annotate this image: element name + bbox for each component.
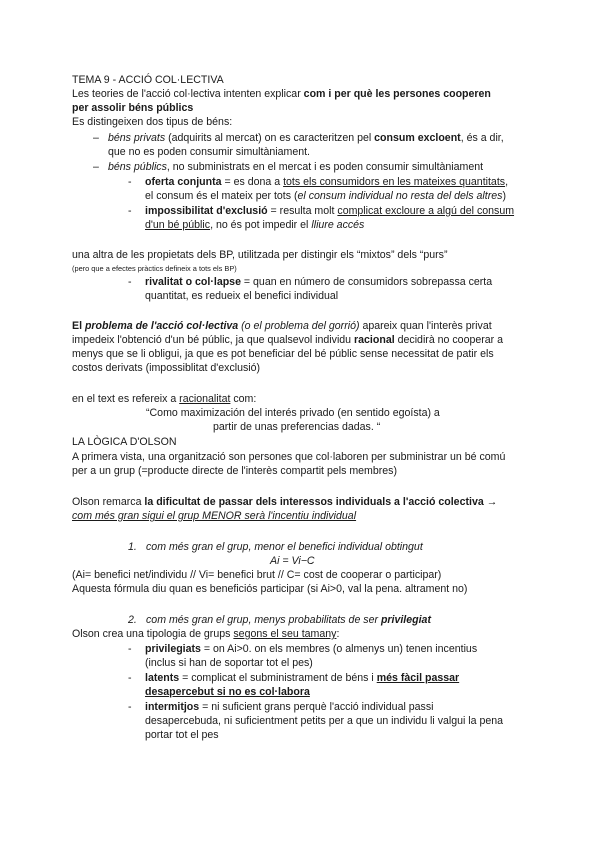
olson-remarca-line-1: Olson remarca la dificultat de passar dels interessos individuals a l'acció colectiva → bbox=[72, 496, 498, 508]
privilegiats-line-2: (inclus si han de soportar tot el pes) bbox=[145, 657, 313, 669]
point-1-number: 1. bbox=[128, 541, 137, 553]
intro-line-1: Les teories de l'acció col·lectiva intenten explicar com i per què les persones cooperen bbox=[72, 88, 491, 100]
intermitjos-line-1: intermitjos = ni suficient grans perquè l'acció individual passi bbox=[145, 701, 434, 713]
problema-line-3: menys que se li obligui, ja que es pot beneficiar del bé públic sense necessitat de patir els bbox=[72, 348, 494, 360]
bullet-dash: - bbox=[128, 701, 132, 713]
intro-line-3: Es distingeixen dos tipus de béns: bbox=[72, 116, 233, 128]
bullet-dash: - bbox=[128, 205, 132, 217]
point-2-number: 2. bbox=[128, 614, 137, 626]
racionalitat-quote-2: partir de unas preferencias dadas. “ bbox=[213, 421, 381, 433]
formula: Ai = Vi−C bbox=[270, 555, 315, 567]
page-title: TEMA 9 - ACCIÓ COL·LECTIVA bbox=[72, 74, 224, 86]
racionalitat-line: en el text es refereix a racionalitat com: bbox=[72, 393, 257, 405]
bullet-dash: - bbox=[128, 672, 132, 684]
altra-propietat-line: una altra de les propietats dels BP, utilitzada per distingir els “mixtos” dels “purs” bbox=[72, 249, 448, 261]
problema-line-1: El problema de l'acció col·lectiva (o el problema del gorrió) apareix quan l'interès privat bbox=[72, 320, 492, 332]
privilegiats-line-1: privilegiats = on Ai>0. on els membres (o almenys un) tenen incentius bbox=[145, 643, 478, 655]
olson-remarca-line-2: com més gran sigui el grup MENOR serà l'incentiu individual bbox=[72, 510, 357, 522]
bullet-dash: - bbox=[128, 176, 132, 188]
bens-privats-line-2: que no es poden consumir simultàniament. bbox=[108, 146, 310, 158]
intro-line-2: per assolir béns públics bbox=[72, 102, 194, 114]
formula-explanation: Aquesta fórmula diu quan es beneficiós participar (si Ai>0, val la pena. altrament no) bbox=[72, 583, 468, 595]
oferta-conjunta-line-2: el consum és el mateix per tots (el consum individual no resta del dels altres) bbox=[145, 190, 506, 202]
point-1-text: com més gran el grup, menor el benefici individual obtingut bbox=[146, 541, 423, 553]
olson-line-2: per a un grup (=producte directe de l'interès compartit pels membres) bbox=[72, 465, 397, 477]
intermitjos-line-3: portar tot el pes bbox=[145, 729, 219, 741]
altra-propietat-note: (pero que a efectes pràctics defineix a tots els BP) bbox=[72, 264, 237, 273]
impossibilitat-line-2: d'un bé públic, no és pot impedir el lliure accés bbox=[145, 219, 365, 231]
bullet-dash: – bbox=[93, 132, 99, 144]
bens-publics-line: béns públics, no subministrats en el mercat i es poden consumir simultàniament bbox=[108, 161, 484, 173]
intermitjos-line-2: desapercebuda, ni suficientment petits per a que un individu li valgui la pena bbox=[145, 715, 504, 727]
bullet-dash: – bbox=[93, 161, 99, 173]
latents-line-1: latents = complicat el subministrament de béns i més fàcil passar bbox=[145, 672, 460, 684]
formula-legend: (Ai= benefici net/individu // Vi= benefici brut // C= cost de cooperar o participar) bbox=[72, 569, 442, 581]
point-2-text: com més gran el grup, menys probabilitats de ser privilegiat bbox=[146, 614, 431, 626]
oferta-conjunta-line-1: oferta conjunta = es dona a tots els consumidors en les mateixes quantitats, bbox=[145, 176, 509, 188]
problema-line-2: impedeix l'obtenció d'un bé públic, ja que qualsevol individu racional decidirà no cooperar a bbox=[72, 334, 504, 346]
bens-privats-line-1: béns privats (adquirits al mercat) on es caracteritzen pel consum excloent, és a dir, bbox=[108, 132, 504, 144]
olson-line-1: A primera vista, una organització son persones que col·laboren per subministrar un bé comú bbox=[72, 451, 506, 463]
bullet-dash: - bbox=[128, 276, 132, 288]
impossibilitat-line-1: impossibilitat d'exclusió = resulta molt complicat excloure a algú del consum bbox=[145, 205, 515, 217]
bullet-dash: - bbox=[128, 643, 132, 655]
rivalitat-line-1: rivalitat o col·lapse = quan en número de consumidors sobrepassa certa bbox=[145, 276, 493, 288]
latents-line-2: desapercebut si no es col·labora bbox=[145, 686, 310, 698]
rivalitat-line-2: quantitat, es redueix el benefici individual bbox=[145, 290, 339, 302]
racionalitat-quote-1: “Como maximización del interés privado (en sentido egoísta) a bbox=[146, 407, 440, 419]
tipologia-line: Olson crea una tipologia de grups segons el seu tamany: bbox=[72, 628, 340, 640]
section-heading-olson: LA LÒGICA D'OLSON bbox=[72, 436, 177, 448]
problema-line-4: costos derivats (impossiblitat d'exclusió) bbox=[72, 362, 261, 374]
